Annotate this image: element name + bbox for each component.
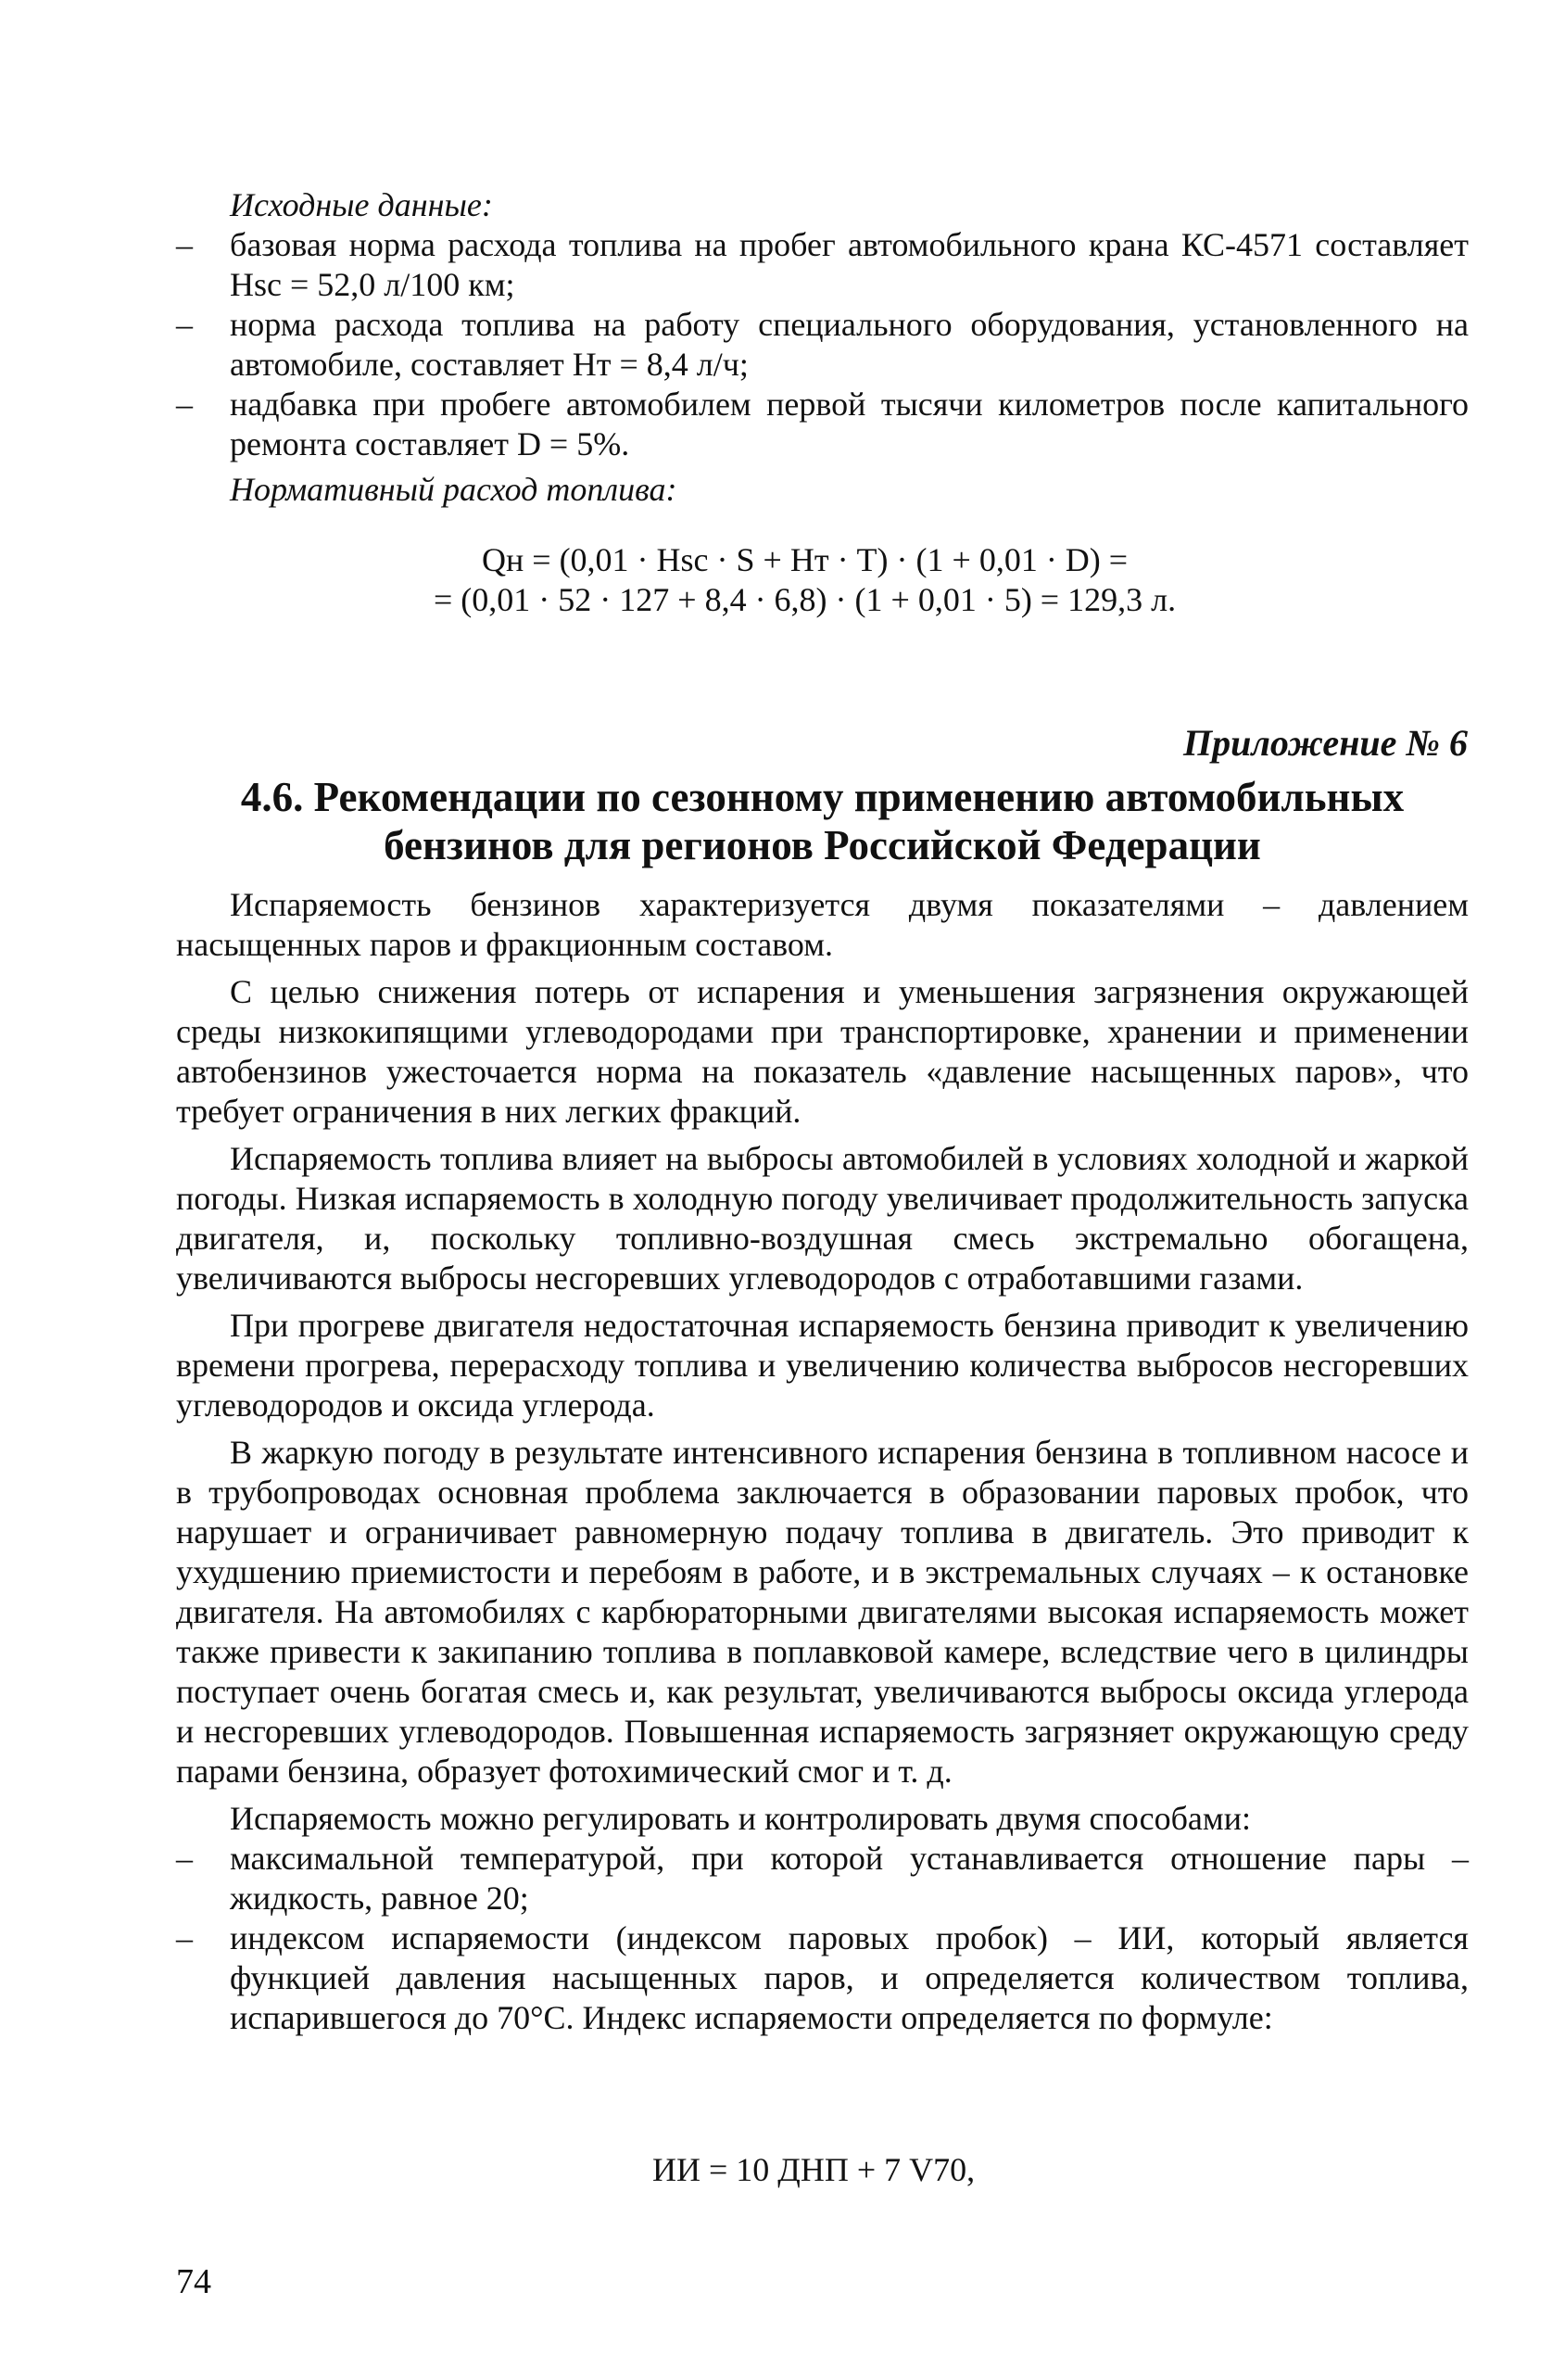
list-item: – максимальной температурой, при которой устанавливается отношение пары – жидкость, равное 20; (176, 1840, 1469, 1917)
page-number: 74 (176, 2262, 211, 2301)
heading-line-2: бензинов для регионов Российской Федерации (384, 822, 1261, 868)
heading-line-1: 4.6. Рекомендации по сезонному применению автомобильных (240, 774, 1405, 820)
body-text (176, 885, 1469, 2038)
normative-consumption-label: Нормативный расход топлива: (230, 471, 677, 508)
paragraph: С целью снижения потерь от испарения и уменьшения загрязнения окружающей среды низкокипящими углеводородами при транспортировке, хранении и применении автобензинов ужесточается норма на показатель «давление насыщенных паров», что требует ограничения в них легких фракций. (176, 973, 1469, 1130)
list-item: – индексом испаряемости (индексом паровых пробок) – ИИ, который является функцией давления насыщенных паров, и определяется количеством топлива, испарившегося до 70°С. Индекс испаряемости определяется по формуле: (176, 1919, 1469, 2036)
formula-line-1: Qн = (0,01 · Hsc · S + Нт · T) · (1 + 0,01 · D) = (482, 541, 1129, 578)
paragraph: В жаркую погоду в результате интенсивного испарения бензина в топливном насосе и в трубопроводах основная проблема заключается в образовании паровых пробок, что нарушает и ограничивает равномерную подачу топлива в двигатель. Это приводит к ухудшению приемистости и перебоям в работе, и в экстремальных случаях – к остановке двигателя. На автомобилях с карбюраторными двигателями высокая испаряемость может также привести к закипанию топлива в поплавковой камере, вследствие чего в цилиндры поступает очень богатая смесь и, как результат, увеличиваются выбросы оксида углерода и несгоревших углеводородов. Повышенная испаряемость загрязняет окружающую среду парами бензина, образует фотохимический смог и т. д. (176, 1434, 1469, 1790)
section-heading (176, 773, 1469, 869)
source-data-label: Исходные данные: (230, 186, 493, 223)
source-data-block (176, 185, 1469, 510)
list-item: – надбавка при пробеге автомобилем первой тысячи километров после капитального ремонта составляет D = 5%. (176, 386, 1469, 462)
paragraph: Испаряемость бензинов характеризуется двумя показателями – давлением насыщенных паров и фракционным составом. (176, 886, 1469, 963)
paragraph: При прогреве двигателя недостаточная испаряемость бензина приводит к увеличению времени прогрева, перерасходу топлива и увеличению количества выбросов несгоревших углеводородов и оксида углерода. (176, 1307, 1469, 1424)
appendix-label: Приложение № 6 (1182, 722, 1468, 764)
index-formula: ИИ = 10 ДНП + 7 V70, (652, 2151, 976, 2188)
list-item: – норма расхода топлива на работу специального оборудования, установленного на автомобиле, составляет Нт = 8,4 л/ч; (176, 306, 1469, 383)
list-item: – базовая норма расхода топлива на пробег автомобильного крана КС-4571 составляет Hsc = 52,0 л/100 км; (176, 226, 1469, 303)
formula-line-2: = (0,01 · 52 · 127 + 8,4 · 6,8) · (1 + 0,01 · 5) = 129,3 л. (434, 581, 1177, 618)
paragraph: Испаряемость топлива влияет на выбросы автомобилей в условиях холодной и жаркой погоды. Низкая испаряемость в холодную погоду увеличивает продолжительность запуска двигателя, и, поскольку топливно-воздушная смесь экстремально обогащена, увеличиваются выбросы несгоревших углеводородов с отработавшими газами. (176, 1140, 1469, 1297)
paragraph: Испаряемость можно регулировать и контролировать двумя способами: (230, 1800, 1251, 1837)
